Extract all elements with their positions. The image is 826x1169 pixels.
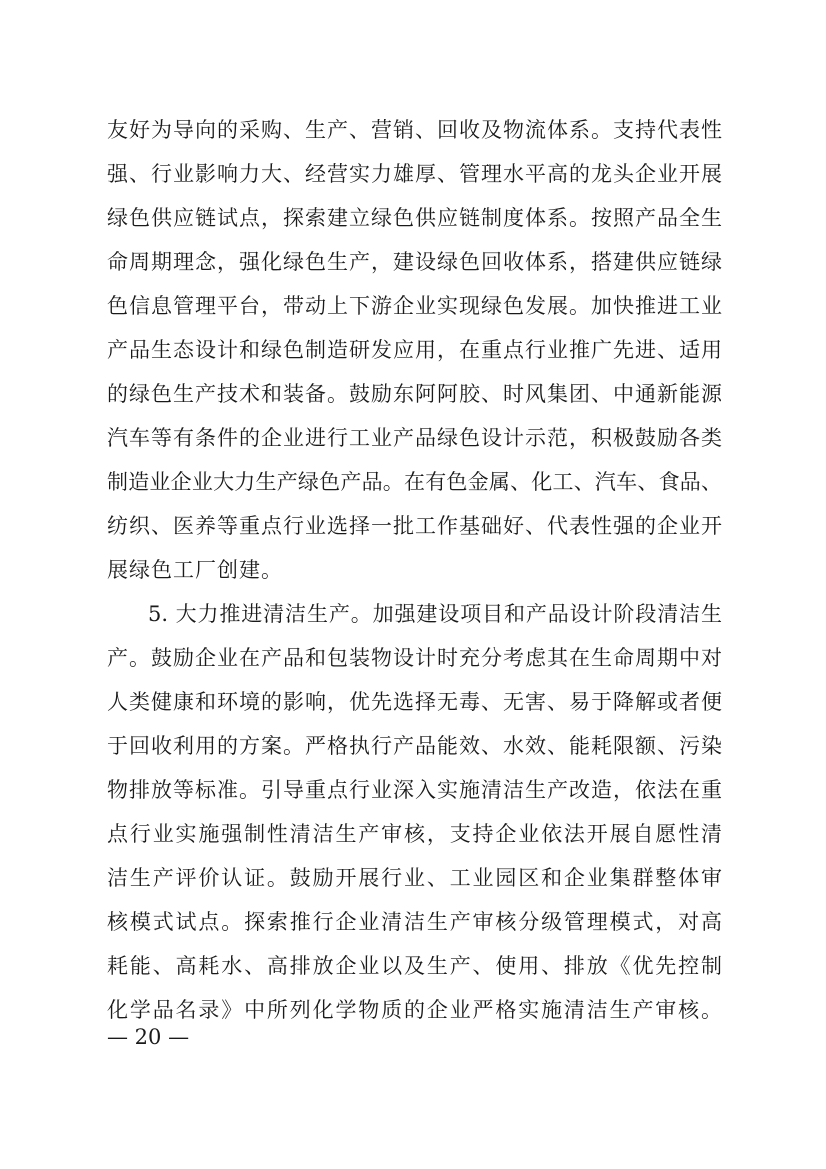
text-line: 点行业实施强制性清洁生产审核，支持企业依法开展自愿性清: [107, 822, 722, 846]
paragraph-green-supply-chain: [107, 108, 722, 592]
text-line: 产品生态设计和绿色制造研发应用，在重点行业推广先进、适用: [107, 338, 722, 362]
text-line: 物排放等标准。引导重点行业深入实施清洁生产改造，依法在重: [107, 778, 722, 802]
paragraph-clean-production: [107, 592, 722, 1032]
text-line: 化学品名录》中所列化学物质的企业严格实施清洁生产审核。: [107, 998, 722, 1022]
text-line: 强、行业影响力大、经营实力雄厚、管理水平高的龙头企业开展: [107, 162, 722, 186]
text-line: 友好为导向的采购、生产、营销、回收及物流体系。支持代表性: [107, 118, 722, 142]
text-line: 制造业企业大力生产绿色产品。在有色金属、化工、汽车、食品、: [107, 470, 722, 494]
text-line: 色信息管理平台，带动上下游企业实现绿色发展。加快推进工业: [107, 294, 722, 318]
text-line: 产。鼓励企业在产品和包装物设计时充分考虑其在生命周期中对: [107, 646, 722, 670]
text-line: 洁生产评价认证。鼓励开展行业、工业园区和企业集群整体审: [107, 866, 722, 890]
text-line: 展绿色工厂创建。: [107, 558, 283, 582]
text-line: 于回收利用的方案。严格执行产品能效、水效、能耗限额、污染: [107, 734, 722, 758]
text-line: 汽车等有条件的企业进行工业产品绿色设计示范，积极鼓励各类: [107, 426, 722, 450]
text-line: 人类健康和环境的影响，优先选择无毒、无害、易于降解或者便: [107, 690, 722, 714]
text-line: 纺织、医养等重点行业选择一批工作基础好、代表性强的企业开: [107, 514, 722, 538]
text-line: 命周期理念，强化绿色生产，建设绿色回收体系，搭建供应链绿: [107, 250, 722, 274]
text-line: 耗能、高耗水、高排放企业以及生产、使用、排放《优先控制: [107, 954, 722, 978]
text-line: 的绿色生产技术和装备。鼓励东阿阿胶、时风集团、中通新能源: [107, 382, 722, 406]
text-line: 核模式试点。探索推行企业清洁生产审核分级管理模式，对高: [107, 910, 722, 934]
section-heading-line: 5. 大力推进清洁生产。加强建设项目和产品设计阶段清洁生: [148, 602, 722, 626]
page-number: — 20 —: [107, 1025, 190, 1049]
text-line: 绿色供应链试点，探索建立绿色供应链制度体系。按照产品全生: [107, 206, 722, 230]
body-text: [107, 108, 722, 1032]
